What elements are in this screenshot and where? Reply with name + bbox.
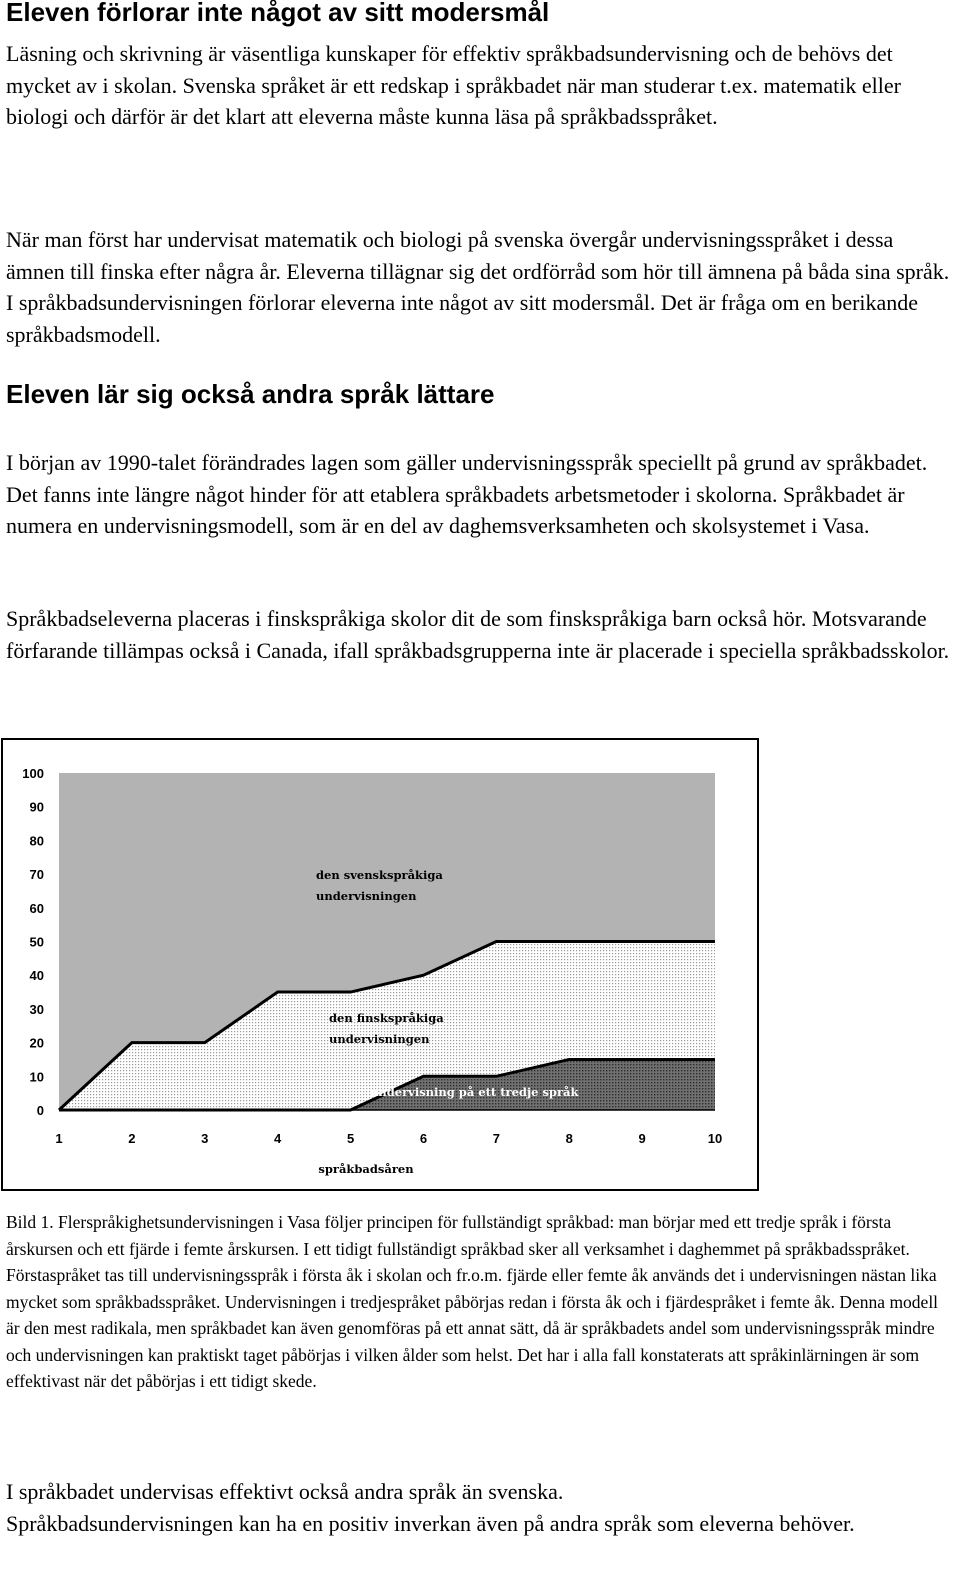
x-tick-label: 9	[638, 1131, 646, 1146]
y-tick-label: 40	[29, 968, 44, 984]
caption-text: Flerspråkighetsundervisningen i Vasa följer principen för fullständigt språkbad: man börjar med ett tredje språk i första årskursen och ett fjärde i femte årskursen. I ett tidigt fullständigt språkbad sker all verksamhet i daghemmet på språkbadsspråket. Förstaspråket tas till undervisningsspråk i första åk i skolan och fr.o.m. fjärde eller femte åk används det i undervisningen nästan lika mycket som språkbadsspråket. Undervisningen i tredjespråket påbörjas redan i första åk och i fjärdespråket i femte åk. Denna modell är den mest radikala, men språkbadet kan även genomföras på ett annat sätt, då är språkbadets andel som undervisningsspråk mindre och undervisningen kan praktiskt taget påbörjas i vilken ålder som helst. Det har i alla fall konstaterats att språkinlärningen är som effektivast när det påbörjas i ett tidigt skede.	[6, 1212, 939, 1391]
paragraph-2: När man först har undervisat matematik och biologi på svenska övergår undervisningsspråket i dessa ämnen till finska efter några år. Eleverna tillägnar sig det ordförråd som hör till ämnena på båda sina språk. I språkbadsundervisningen förlorar eleverna inte något av sitt modersmål. Det är fråga om en berikande språkbadsmodell.	[6, 227, 950, 347]
x-tick-label: 8	[565, 1131, 573, 1146]
y-tick-label: 20	[29, 1035, 44, 1051]
series-label-third-language: undervisning på ett tredje språk	[370, 1085, 579, 1099]
x-tick-label: 10	[707, 1131, 723, 1146]
x-tick-label: 6	[419, 1131, 428, 1146]
series-label-finnish: den finskspråkiga	[329, 1011, 444, 1025]
language-chart	[0, 737, 762, 1192]
x-axis-label: språkbadsåren	[318, 1162, 414, 1176]
y-tick-label: 70	[29, 867, 44, 883]
y-tick-label: 80	[29, 833, 44, 849]
series-label-swedish: den svenskspråkiga	[316, 868, 443, 882]
x-tick-label: 5	[346, 1131, 355, 1146]
paragraph-3: I början av 1990-talet förändrades lagen som gäller undervisningsspråk speciellt på grund av språkbadet. Det fanns inte längre något hinder för att etablera språkbadets arbetsmetoder i skolorna. Språkbadet är numera en undervisningsmodell, som är en del av daghemsverksamheten och skolsystemet i Vasa.	[6, 450, 928, 538]
y-tick-label: 100	[22, 766, 44, 781]
y-tick-label: 30	[29, 1001, 44, 1017]
closing-line-2: Språkbadsundervisningen kan ha en positiv inverkan även på andra språk som eleverna behöver.	[6, 1511, 855, 1536]
y-tick-label: 0	[36, 1103, 44, 1118]
figure-caption	[6, 1209, 956, 1395]
series-label-finnish: undervisningen	[329, 1032, 430, 1046]
heading-andra-sprak: Eleven lär sig också andra språk lättare	[6, 379, 495, 409]
y-tick-label: 50	[29, 934, 44, 950]
y-tick-label: 60	[29, 900, 44, 916]
x-tick-label: 7	[492, 1131, 500, 1146]
series-label-swedish: undervisningen	[316, 889, 417, 903]
x-tick-label: 4	[274, 1131, 282, 1146]
x-tick-label: 3	[201, 1131, 209, 1146]
chart-svg	[0, 737, 762, 1192]
closing-line-1: I språkbadet undervisas effektivt också andra språk än svenska.	[6, 1479, 564, 1504]
x-tick-label: 2	[128, 1131, 136, 1146]
heading-modersmal: Eleven förlorar inte något av sitt modersmål	[6, 0, 550, 27]
caption-label: Bild 1.	[6, 1212, 54, 1232]
x-tick-label: 1	[55, 1131, 63, 1146]
paragraph-1: Läsning och skrivning är väsentliga kunskaper för effektiv språkbadsundervisning och de behövs det mycket av i skolan. Svenska språket är ett redskap i språkbadet när man studerar t.ex. matematik eller biologi och därför är det klart att eleverna måste kunna läsa på språkbadsspråket.	[6, 41, 901, 129]
y-tick-label: 10	[29, 1069, 44, 1085]
y-tick-label: 90	[29, 799, 44, 815]
paragraph-4: Språkbadseleverna placeras i finskspråkiga skolor dit de som finskspråkiga barn också hör. Motsvarande förfarande tillämpas också i Canada, ifall språkbadsgrupperna inte är placerade i speciella språkbadsskolor.	[6, 606, 950, 663]
